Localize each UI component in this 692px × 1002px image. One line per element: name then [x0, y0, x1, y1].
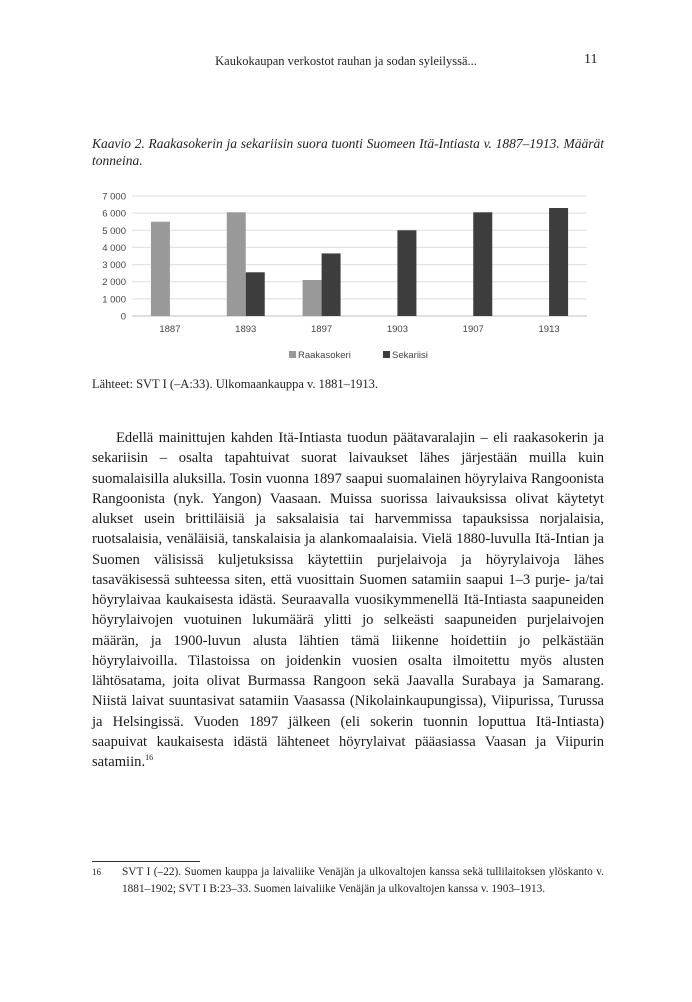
y-tick-label: 7 000 — [102, 191, 126, 203]
y-tick-label: 5 000 — [102, 225, 126, 237]
figure-caption: Kaavio 2. Raakasokerin ja sekariisin suora tuonti Suomeen Itä-Intiasta v. 1887–1913. Määrät tonneina. — [92, 136, 604, 168]
y-tick-label: 3 000 — [102, 260, 126, 272]
bar-chart — [92, 186, 602, 371]
legend-entry: Raakasokeri — [298, 350, 351, 361]
x-tick-label: 1897 — [311, 324, 333, 335]
page-number: 11 — [584, 52, 598, 67]
legend-swatch — [289, 351, 296, 358]
figure-source: Lähteet: SVT I (–A:33). Ulkomaankauppa v. 1881–1913. — [92, 377, 379, 391]
body-paragraph — [92, 428, 604, 772]
legend-entry: Sekariisi — [392, 350, 428, 361]
bar-raakasokeri-1893 — [227, 212, 246, 316]
footnote-text: SVT I (–22). Suomen kauppa ja laivaliike Venäjän ja ulkovaltojen kanssa sekä tullilaitoksen ylöskanto v. 1881–1902; SVT I B:23–33. Suomen laivaliike Venäjän ja ulkovaltojen kanssa v. 1903–1913. — [122, 866, 604, 895]
bar-sekariisi-1903 — [397, 230, 416, 316]
y-tick-label: 2 000 — [102, 277, 126, 289]
y-tick-label: 4 000 — [102, 242, 126, 254]
x-tick-label: 1893 — [235, 324, 257, 335]
legend-swatch — [383, 351, 390, 358]
body-paragraph-text: Edellä mainittujen kahden Itä-Intiasta tuodun päätavaralajin – eli raakasokerin ja sekariisin – osalta tapahtuivat suorat laivaukset lähes järjestään muilla kuin suomalaisilla aluksilla. Tosin vuonna 1897 saapui suomalainen höyrylaiva Rangoonista Rangoonista (nyk. Yangon) Vaasaan. Muissa suorissa laivauksissa olivat käytetyt alukset usein brittiläisiä ja saksalaisia tai harvemmissa tapauksissa norjalaisia, ruotsalaisia, venäläisiä, tanskalaisia ja alankomaalaisia. Vielä 1880-luvulla Itä-Intian ja Suomen välisissä kuljetuksissa käytettiin purjelaivoja ja höyrylaivoja lähes tasaväkisessä suhteessa siten, että vuosittain Suomen satamiin saapui 1–3 purje- ja/tai höyrylaivaa kaukaisesta idästä. Seuraavalla vuosikymmenellä Itä-Intiasta saapuneiden höyrylaivojen vuotuinen lukumäärä ylitti jo selkeästi saapuneiden purjelaivojen määrän, ja 1900-luvun alusta lähtien tämä liikenne hoidettiin jo pelkästään höyrylaivoilla. Tilastoissa on joidenkin vuosien osalta ilmoitettu myös alusten lähtösatama, joita olivat Burmassa Rangoon sekä Jaavalla Surabaya ja Samarang. Niistä laivat suuntasivat satamiin Vaasassa (Nikolainkaupungissa), Viipurissa, Turussa ja Helsingissä. Vuoden 1897 jälkeen (eli sokerin tuonnin loputtua Itä-Intiasta) saapuivat kaukaisesta idästä lähteneet höyrylaivat pääasiassa Vaasan ja Viipurin satamiin. — [92, 430, 604, 770]
x-tick-label: 1907 — [462, 324, 484, 335]
x-tick-label: 1887 — [159, 324, 181, 335]
y-tick-label: 1 000 — [102, 294, 126, 306]
footnote — [92, 864, 604, 898]
x-tick-label: 1913 — [538, 324, 560, 335]
bar-raakasokeri-1887 — [151, 222, 170, 316]
y-tick-label: 0 — [120, 311, 126, 323]
x-tick-label: 1903 — [386, 324, 408, 335]
running-header: Kaukokaupan verkostot rauhan ja sodan syleilyssä... — [215, 54, 477, 68]
footnote-divider — [92, 861, 200, 862]
bar-raakasokeri-1897 — [303, 280, 322, 316]
footnote-number: 16 — [92, 867, 101, 877]
bar-sekariisi-1907 — [473, 212, 492, 316]
bar-sekariisi-1897 — [322, 253, 341, 316]
footnote-ref[interactable]: 16 — [145, 753, 154, 763]
y-tick-label: 6 000 — [102, 208, 126, 220]
bar-sekariisi-1893 — [246, 272, 265, 316]
bar-sekariisi-1913 — [549, 208, 568, 316]
